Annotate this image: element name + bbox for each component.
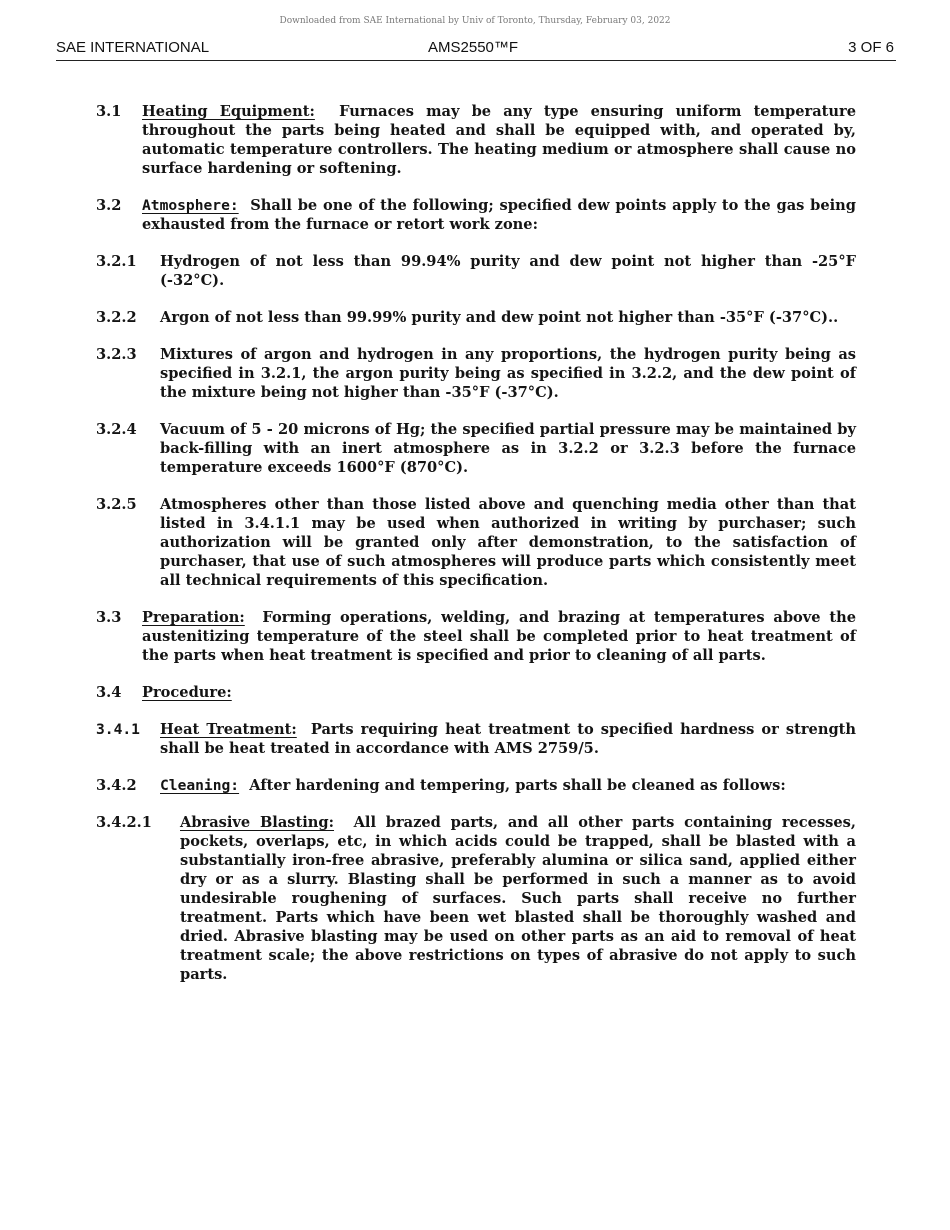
section-3-4-2 xyxy=(96,776,856,795)
section-title: Heating Equipment: xyxy=(142,103,315,120)
section-number: 3.4.2.1 xyxy=(96,814,152,831)
section-text: Atmospheres other than those listed above and quenching media other than that listed in 3.4.1.1 may be used when authorized in writing by purchaser; such authorization will be granted only after demonstration, to the satisfaction of purchaser, that use of such atmospheres will produce parts which consistently meet all technical requirements of this specification. xyxy=(160,496,856,589)
page-header xyxy=(56,38,896,61)
section-3-4-2-1 xyxy=(96,813,856,984)
header-page-number: 3 OF 6 xyxy=(848,39,894,56)
section-number: 3.1 xyxy=(96,103,122,120)
section-text: After hardening and tempering, parts shall be cleaned as follows: xyxy=(249,777,786,794)
section-3-4 xyxy=(96,683,856,702)
section-3-2-1 xyxy=(96,252,856,290)
section-number: 3.2 xyxy=(96,197,122,214)
section-text: Furnaces may be any type ensuring uniform temperature throughout the parts being heated and shall be equipped with, and operated by, automatic temperature controllers. The heating medium or atmosphere shall cause no surface hardening or softening. xyxy=(142,103,856,177)
section-text: Parts requiring heat treatment to specified hardness or strength shall be heat treated in accordance with AMS 2759/5. xyxy=(160,721,856,757)
section-text: Mixtures of argon and hydrogen in any proportions, the hydrogen purity being as specified in 3.2.1, the argon purity being as specified in 3.2.2, and the dew point of the mixture being not higher than -35°F (-37°C). xyxy=(160,346,856,401)
section-title: Procedure: xyxy=(142,684,232,701)
section-3-2-4 xyxy=(96,420,856,477)
section-number: 3.2.2 xyxy=(96,309,137,326)
section-number: 3.2.4 xyxy=(96,421,137,438)
section-number: 3.4.1 xyxy=(96,721,140,738)
section-number: 3.2.5 xyxy=(96,496,137,513)
section-number: 3.2.3 xyxy=(96,346,137,363)
section-3-1 xyxy=(96,102,856,178)
section-3-2-3 xyxy=(96,345,856,402)
section-number: 3.4 xyxy=(96,684,122,701)
section-text: Forming operations, welding, and brazing at temperatures above the austenitizing temperature of the steel shall be completed prior to heat treatment of the parts when heat treatment is specified and prior to cleaning of all parts. xyxy=(142,609,856,664)
section-title: Cleaning: xyxy=(160,777,240,794)
section-3-2 xyxy=(96,196,856,234)
download-notice: Downloaded from SAE International by Univ of Toronto, Thursday, February 03, 2022 xyxy=(279,16,671,26)
section-text: Hydrogen of not less than 99.94% purity and dew point not higher than -25°F (-32°C). xyxy=(160,253,856,289)
section-number: 3.3 xyxy=(96,609,122,626)
section-3-2-5 xyxy=(96,495,856,590)
section-text: Shall be one of the following; specified dew points apply to the gas being exhausted from the furnace or retort work zone: xyxy=(142,197,856,233)
section-number: 3.2.1 xyxy=(96,253,137,270)
section-3-4-1 xyxy=(96,720,856,758)
section-number: 3.4.2 xyxy=(96,777,137,794)
section-3-2-2 xyxy=(96,308,856,327)
section-title: Preparation: xyxy=(142,609,245,626)
section-text: All brazed parts, and all other parts containing recesses, pockets, overlaps, etc, in which acids could be trapped, shall be blasted with a substantially iron-free abrasive, preferably alumina or silica sand, applied either dry or as a slurry. Blasting shall be performed in such a manner as to avoid undesirable roughening of surfaces. Such parts shall receive no further treatment. Parts which have been wet blasted shall be thoroughly washed and dried. Abrasive blasting may be used on other parts as an aid to removal of heat treatment scale; the above restrictions on types of abrasive do not apply to such parts. xyxy=(180,814,856,983)
header-document-id: AMS2550™F xyxy=(428,39,519,56)
section-3-3 xyxy=(96,608,856,665)
section-text: Argon of not less than 99.99% purity and dew point not higher than -35°F (-37°C).. xyxy=(160,309,839,326)
document-body xyxy=(96,102,856,1002)
section-title: Heat Treatment: xyxy=(160,721,297,738)
section-text: Vacuum of 5 - 20 microns of Hg; the specified partial pressure may be maintained by back-filling with an inert atmosphere as in 3.2.2 or 3.2.3 before the furnace temperature exceeds 1600°F (870°C). xyxy=(160,421,856,476)
section-title: Atmosphere: xyxy=(142,197,239,214)
section-title: Abrasive Blasting: xyxy=(180,814,335,831)
header-publisher: SAE INTERNATIONAL xyxy=(56,39,210,56)
